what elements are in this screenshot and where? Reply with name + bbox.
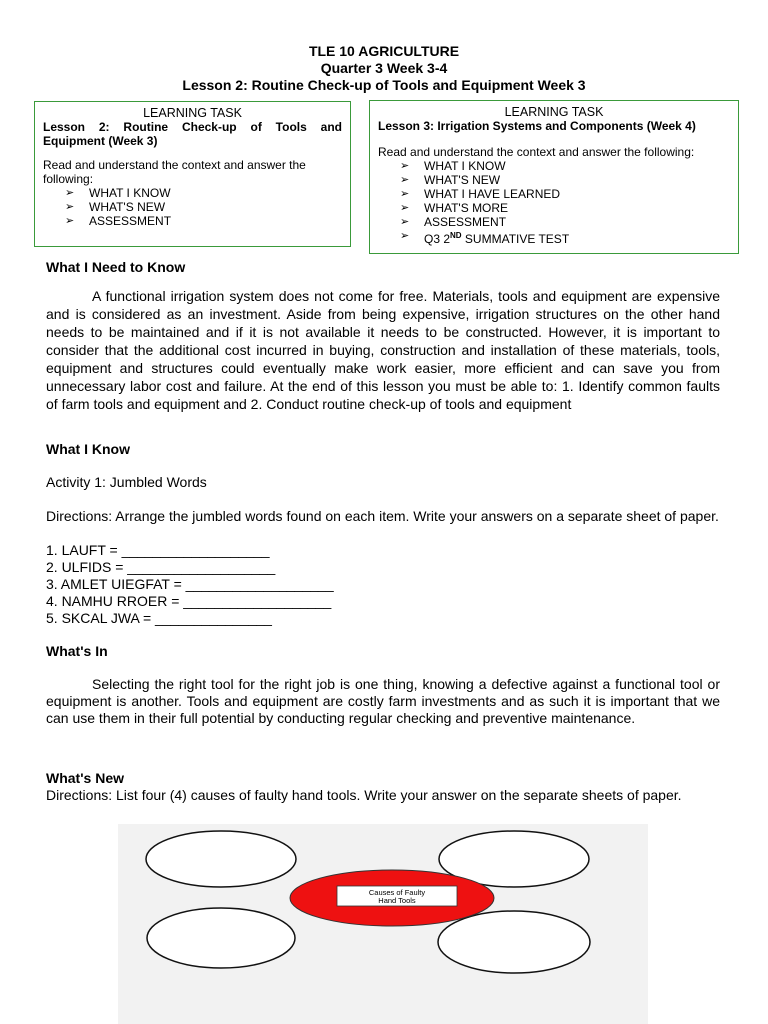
learning-task-item: ➢ ASSESSMENT xyxy=(400,215,730,229)
learning-task-box-week3 xyxy=(34,101,351,247)
learning-task-lesson: Lesson 3: Irrigation Systems and Components (Week 4) xyxy=(378,119,696,133)
jumbled-item: 5. SKCAL JWA = _______________ xyxy=(46,610,272,626)
jumbled-item: 4. NAMHU RROER = ___________________ xyxy=(46,593,332,609)
causes-diagram xyxy=(118,824,648,1024)
answer-oval-bottom-right[interactable] xyxy=(438,911,590,973)
learning-task-item: ➢ WHAT I HAVE LEARNED xyxy=(400,187,730,201)
learning-task-item: ➢ WHAT'S NEW xyxy=(65,200,342,214)
learning-task-title: LEARNING TASK xyxy=(504,105,604,119)
learning-task-list xyxy=(43,186,342,228)
center-label-line1: Causes of Faulty xyxy=(368,888,426,897)
learning-task-item-summative xyxy=(400,229,730,246)
answer-oval-top-left[interactable] xyxy=(146,831,296,887)
learning-task-title: LEARNING TASK xyxy=(143,106,242,120)
learning-task-instructions: Read and understand the context and answer the following: xyxy=(378,145,695,159)
summative-sup: ND xyxy=(450,231,462,240)
learning-task-instructions: Read and understand the context and answer the following: xyxy=(43,158,306,186)
learning-task-item: ➢ WHAT'S MORE xyxy=(400,201,730,215)
summative-prefix: Q3 2 xyxy=(424,232,451,246)
jumbled-item: 2. ULFIDS = ___________________ xyxy=(46,559,276,575)
jumbled-item: 3. AMLET UIEGFAT = ___________________ xyxy=(46,576,334,592)
answer-oval-bottom-left[interactable] xyxy=(147,908,295,968)
activity-directions: Directions: Arrange the jumbled words found on each item. Write your answers on a separate sheet of paper. xyxy=(46,508,719,524)
learning-task-item: ➢ WHAT I KNOW xyxy=(400,159,730,173)
lesson-title: Lesson 2: Routine Check-up of Tools and Equipment Week 3 xyxy=(182,77,586,93)
jumbled-item: 1. LAUFT = ___________________ xyxy=(46,542,270,558)
learning-task-item: ➢ WHAT I KNOW xyxy=(65,186,342,200)
heading-whats-new: What's New xyxy=(46,770,125,786)
learning-task-list xyxy=(378,159,730,246)
heading-what-i-need-to-know: What I Need to Know xyxy=(46,259,186,275)
learning-task-lesson: Lesson 2: Routine Check-up of Tools and Equipment (Week 3) xyxy=(43,120,342,148)
whats-new-directions: Directions: List four (4) causes of faulty hand tools. Write your answer on the separate sheets of paper. xyxy=(46,787,682,803)
quarter-week: Quarter 3 Week 3-4 xyxy=(320,60,448,76)
heading-what-i-know: What I Know xyxy=(46,441,130,457)
heading-whats-in: What's In xyxy=(46,643,108,659)
summative-suffix: SUMMATIVE TEST xyxy=(461,232,570,246)
subject-title: TLE 10 AGRICULTURE xyxy=(308,43,460,59)
learning-task-item: ➢ WHAT'S NEW xyxy=(400,173,730,187)
whats-in-paragraph: Selecting the right tool for the right job is one thing, knowing a defective against a functional tool or equipment is another. Tools and equipment are costly farm investments and as such it is important that we can use them in their full potential by conducting regular checking and preventive maintenance. xyxy=(46,676,720,726)
activity-title: Activity 1: Jumbled Words xyxy=(46,474,207,490)
center-label-line2: Hand Tools xyxy=(378,896,416,905)
need-to-know-paragraph: A functional irrigation system does not come for free. Materials, tools and equipment are expensive and is considered as an investment. Aside from being expensive, irrigation structures on the other hand needs to be maintained and if it is not available it needs to be constructed. However, it is important to consider that the additional cost incurred in buying, construction and installation of these materials, tools, equipment and structures could eventually make work easier, more efficient and can save you from unnecessary labor cost and failure. At the end of this lesson you must be able to: 1. Identify common faults of farm tools and equipment and 2. Conduct routine check-up of tools and equipment xyxy=(46,288,720,412)
learning-task-item: ➢ ASSESSMENT xyxy=(65,214,342,228)
learning-task-box-week4 xyxy=(369,100,739,254)
